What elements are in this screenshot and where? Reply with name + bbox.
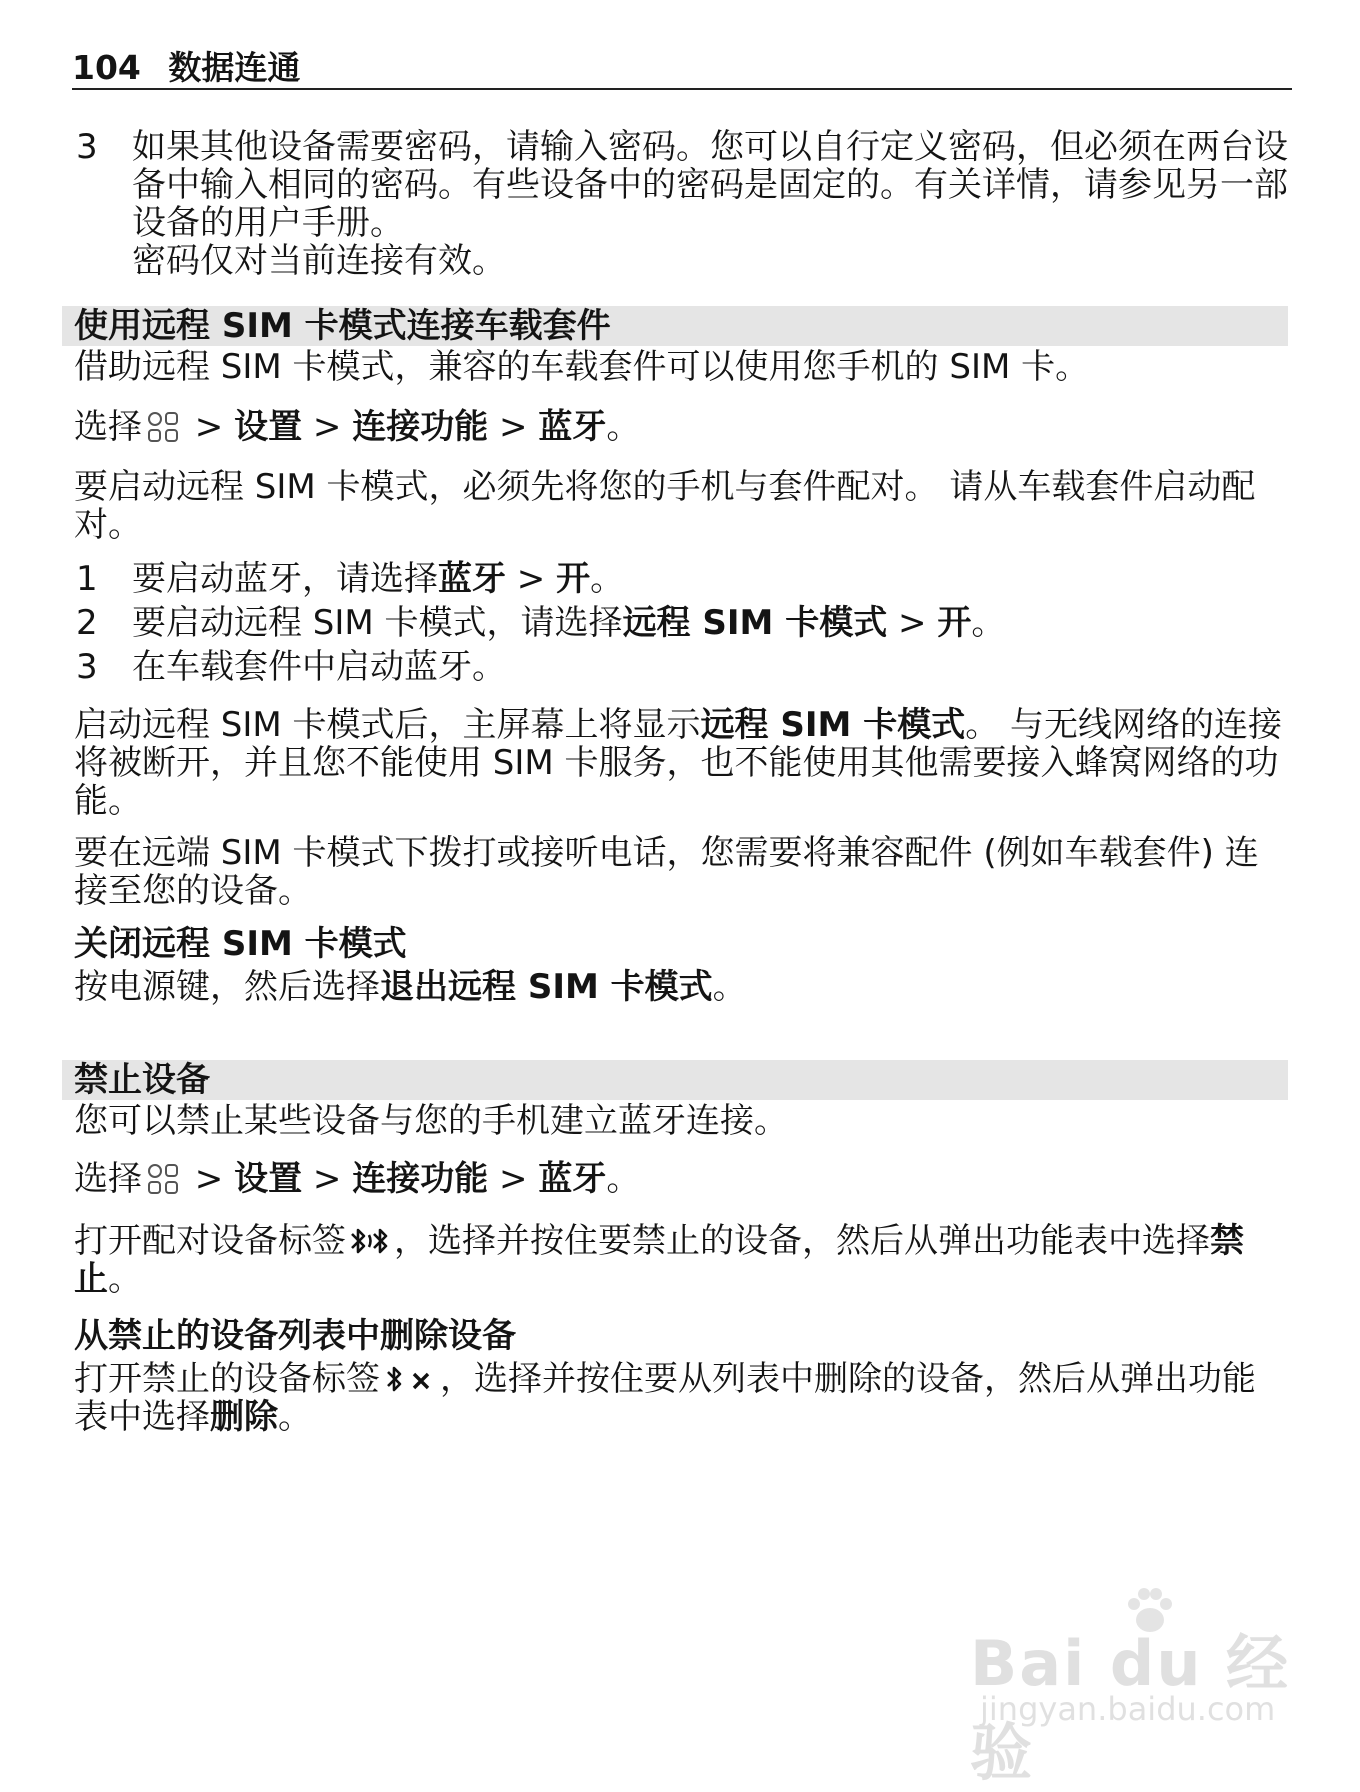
remote-sim-pairing-para: 要启动远程 SIM 卡模式，必须先将您的手机与套件配对。 请从车载套件启动配对。 xyxy=(74,467,1256,545)
para-bold: 禁止 xyxy=(74,1221,1244,1299)
para-text-post: ，选择并按住要从列表中删除的设备，然后从弹出功能表中选择 xyxy=(74,1359,1256,1437)
para-bold: 远程 SIM 卡模式 xyxy=(700,705,966,745)
step-bold-1: 蓝牙 xyxy=(438,559,506,599)
path-item-settings: 设置 xyxy=(234,1159,303,1199)
select-prefix: 选择 xyxy=(74,407,142,447)
para-text-pre: 打开禁止的设备标签 xyxy=(74,1359,380,1399)
path-sep: > xyxy=(184,407,235,447)
step-number: 3 xyxy=(76,127,98,167)
baidu-watermark xyxy=(970,1582,1300,1789)
step-bold-2: 开 xyxy=(937,603,972,643)
step-end: 。 xyxy=(971,603,1006,643)
para-bold: 退出远程 SIM 卡模式 xyxy=(380,967,713,1007)
path-item-connectivity: 连接功能 xyxy=(352,1159,489,1199)
watermark-brand: Bai du 经验 xyxy=(970,1627,1291,1789)
paired-devices-icon xyxy=(348,1225,392,1257)
section-heading-block-devices: 禁止设备 xyxy=(62,1060,1288,1100)
para-end: 。 xyxy=(712,967,747,1007)
para-text-post: 。 与无线网络的连接将被断开，并且您不能使用 SIM 卡服务，也不能使用其他需要接入蜂窝网络的功能。 xyxy=(74,705,1283,821)
step-end: 。 xyxy=(590,559,625,599)
step-number: 2 xyxy=(76,603,98,643)
remote-sim-intro: 借助远程 SIM 卡模式，兼容的车载套件可以使用您手机的 SIM 卡。 xyxy=(74,347,1090,387)
step-sep: > xyxy=(506,559,557,599)
step-sep: > xyxy=(887,603,938,643)
para-bold: 删除 xyxy=(210,1397,278,1437)
step-number: 1 xyxy=(76,559,98,599)
path-sep: > xyxy=(302,407,353,447)
step-bold-2: 开 xyxy=(556,559,591,599)
path-item-bluetooth: 蓝牙 xyxy=(538,407,607,447)
para-text-pre: 按电源键，然后选择 xyxy=(74,967,380,1007)
watermark-url: jingyan.baidu.com xyxy=(980,1690,1276,1728)
path-sep: > xyxy=(488,407,539,447)
step-text-pre: 要启动蓝牙，请选择 xyxy=(132,559,438,599)
page-header xyxy=(72,48,1292,90)
path-item-bluetooth: 蓝牙 xyxy=(538,1159,607,1199)
para-text-post: ，选择并按住要禁止的设备，然后从弹出功能表中选择 xyxy=(394,1221,1210,1261)
step-text: 在车载套件中启动蓝牙。 xyxy=(132,647,506,687)
path-sep: > xyxy=(184,1159,235,1199)
path-item-settings: 设置 xyxy=(234,407,303,447)
para-text-pre: 打开配对设备标签 xyxy=(74,1221,346,1261)
step-text xyxy=(132,604,1288,642)
select-prefix: 选择 xyxy=(74,1159,142,1199)
select-path-remote-sim xyxy=(74,408,1288,446)
close-remote-sim-text xyxy=(74,968,1288,1006)
select-path-block-devices xyxy=(74,1160,1288,1198)
step-number: 3 xyxy=(76,647,98,687)
password-note: 密码仅对当前连接有效。 xyxy=(132,241,506,281)
step-text: 如果其他设备需要密码，请输入密码。您可以自行定义密码，但必须在两台设备中输入相同的密码。有些设备中的密码是固定的。有关详情，请参见另一部设备的用户手册。 xyxy=(132,127,1288,243)
menu-grid-icon xyxy=(146,410,180,444)
close-remote-sim-heading: 关闭远程 SIM 卡模式 xyxy=(74,924,407,964)
remote-sim-status-para xyxy=(74,706,1288,820)
menu-grid-icon xyxy=(146,1162,180,1196)
step-text xyxy=(132,560,1288,598)
step-bold-1: 远程 SIM 卡模式 xyxy=(622,603,888,643)
remove-blocked-heading: 从禁止的设备列表中删除设备 xyxy=(74,1316,516,1356)
para-end: 。 xyxy=(108,1259,142,1299)
path-end: 。 xyxy=(606,1159,641,1199)
para-text-pre: 启动远程 SIM 卡模式后，主屏幕上将显示 xyxy=(74,705,701,745)
path-sep: > xyxy=(302,1159,353,1199)
blocked-devices-icon xyxy=(382,1363,438,1395)
page-number: 104 xyxy=(72,48,141,87)
step-text-pre: 要启动远程 SIM 卡模式，请选择 xyxy=(132,603,623,643)
path-item-connectivity: 连接功能 xyxy=(352,407,489,447)
path-sep: > xyxy=(488,1159,539,1199)
block-devices-intro: 您可以禁止某些设备与您的手机建立蓝牙连接。 xyxy=(74,1101,788,1141)
paired-devices-para xyxy=(74,1222,1288,1298)
remove-blocked-text xyxy=(74,1360,1288,1436)
remote-sim-calls-para: 要在远端 SIM 卡模式下拨打或接听电话，您需要将兼容配件 (例如车载套件) 连接至您的设备。 xyxy=(74,833,1259,911)
para-end: 。 xyxy=(278,1397,312,1437)
chapter-title: 数据连通 xyxy=(168,48,301,87)
section-heading-remote-sim: 使用远程 SIM 卡模式连接车载套件 xyxy=(62,306,1288,346)
path-end: 。 xyxy=(606,407,641,447)
